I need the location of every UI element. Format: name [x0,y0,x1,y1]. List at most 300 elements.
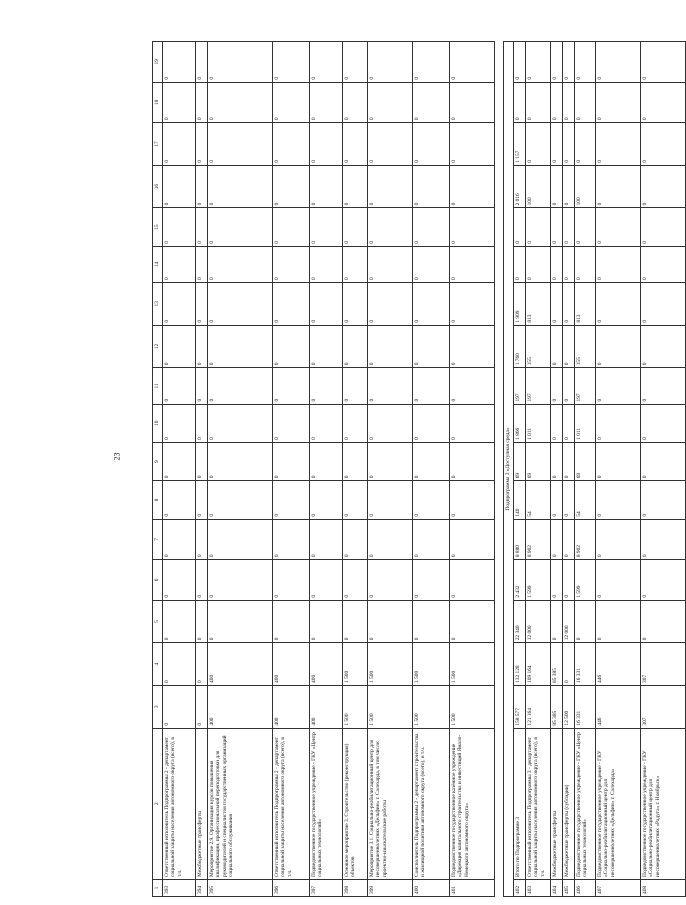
value-cell: 813 [575,283,596,326]
value-cell: 0 [310,82,343,123]
value-cell: 0 [450,519,495,560]
value-cell: 0 [641,208,686,246]
value-cell: 0 [596,481,641,519]
value-cell: 0 [551,246,563,282]
value-cell: 0 [641,404,686,442]
value-cell: 0 [596,82,641,123]
value-cell: 0 [273,519,310,560]
column-header: 6 [153,560,163,601]
value-cell: 0 [526,42,551,83]
value-cell: 85 385 [551,685,563,728]
value-cell: 0 [310,246,343,282]
row-number: 404 [551,879,563,896]
value-cell: 0 [596,208,641,246]
table-body-bottom [495,42,686,897]
value-cell: 0 [310,481,343,519]
column-header: 14 [153,246,163,282]
value-cell: 0 [641,368,686,404]
value-cell: 0 [563,368,575,404]
value-cell: 0 [273,42,310,83]
value-cell: 0 [563,208,575,246]
value-cell: 307 [641,685,686,728]
value-cell: 0 [368,442,413,480]
value-cell: 0 [596,442,641,480]
value-cell: 0 [343,208,368,246]
value-cell: 0 [163,685,196,728]
row-label: Подведомственное государственное учреждение - ГКУ «Социально-реабилитационный центр для несовершеннолетних «Радуга» г. Ноябрьск» [641,728,686,879]
value-cell: 0 [413,123,450,166]
value-cell: 0 [163,123,196,166]
value-cell: 155 [526,325,551,368]
value-cell: 0 [273,404,310,442]
value-cell: 0 [575,123,596,166]
row-number: 394 [196,879,208,896]
value-cell: 0 [208,560,273,601]
row-label: Подведомственное государственное казённое учреждение «Дирекция капитального строительства и инвестиций Ямало-Ненецкого автономного округа» [450,728,495,879]
value-cell: 0 [413,208,450,246]
value-cell: 1 500 [413,685,450,728]
value-cell: 0 [343,246,368,282]
value-cell: 140 [514,481,526,519]
value-cell: 1 500 [368,685,413,728]
value-cell: 0 [413,442,450,480]
column-header: 18 [153,82,163,123]
row-label: Соисполнитель Подпрограммы 2 - департамент строительства и жилищной политики автономного округа (всего), в т.ч. [413,728,450,879]
value-cell: 1 500 [368,643,413,686]
value-cell: 1 157 [514,123,526,166]
value-cell: 0 [310,42,343,83]
value-cell: 400 [208,685,273,728]
value-cell: 0 [551,442,563,480]
value-cell: 0 [596,283,641,326]
value-cell: 0 [163,368,196,404]
value-cell: 0 [563,560,575,601]
value-cell: 0 [551,600,563,643]
value-cell: 0 [310,519,343,560]
value-cell: 0 [208,208,273,246]
value-cell: 0 [596,519,641,560]
value-cell: 0 [526,82,551,123]
value-cell: 85 385 [551,643,563,686]
value-cell: 0 [196,208,208,246]
value-cell: 0 [596,325,641,368]
value-cell: 0 [526,123,551,166]
value-cell: 0 [641,283,686,326]
value-cell: 0 [196,368,208,404]
table-row [551,42,563,897]
value-cell: 400 [310,685,343,728]
value-cell: 0 [368,325,413,368]
row-label: Ответственный исполнитель Подпрограммы 2 - департамент социальной защиты населения автономного округа (всего), в т.ч. [273,728,310,879]
value-cell: 0 [641,519,686,560]
value-cell: 0 [514,246,526,282]
value-cell: 8 902 [526,519,551,560]
value-cell: 0 [208,481,273,519]
value-cell: 2 432 [514,560,526,601]
value-cell: 0 [208,246,273,282]
row-label: Мероприятие 2.9. Организация курсов повышения квалификации, профессиональной переподготовки для руководителей и специалистов государственных организаций социального обслуживания [208,728,273,879]
value-cell: 16 331 [575,685,596,728]
value-cell: 0 [368,600,413,643]
column-header: 3 [153,685,163,728]
value-cell: 1 599 [575,560,596,601]
value-cell: 1 500 [450,643,495,686]
value-cell: 0 [563,82,575,123]
value-cell: 0 [163,481,196,519]
column-header: 5 [153,600,163,643]
value-cell: 0 [343,404,368,442]
value-cell: 0 [596,560,641,601]
value-cell: 0 [196,82,208,123]
value-cell: 0 [551,82,563,123]
value-cell: 813 [526,283,551,326]
value-cell: 0 [343,42,368,83]
value-cell: 0 [551,325,563,368]
spacer-row [495,42,504,897]
table-row [596,42,641,897]
value-cell: 0 [450,82,495,123]
value-cell: 0 [450,368,495,404]
value-cell: 0 [551,208,563,246]
value-cell: 54 [575,481,596,519]
value-cell: 0 [551,42,563,83]
row-label: Итого по Подпрограмме 3 [514,728,526,879]
value-cell: 0 [196,165,208,208]
row-number: 400 [413,879,450,896]
table-row [273,42,310,897]
value-cell: 0 [196,600,208,643]
value-cell: 0 [596,246,641,282]
value-cell: 0 [163,643,196,686]
value-cell: 16 331 [575,643,596,686]
value-cell: 100 [575,165,596,208]
value-cell: 0 [413,165,450,208]
value-cell: 0 [343,519,368,560]
value-cell: 0 [343,560,368,601]
value-cell: 0 [196,442,208,480]
value-cell: 0 [368,82,413,123]
value-cell: 0 [563,123,575,166]
table-row [208,42,273,897]
value-cell: 0 [196,643,208,686]
value-cell: 0 [368,481,413,519]
value-cell: 0 [208,82,273,123]
value-cell: 0 [310,123,343,166]
value-cell: 0 [196,42,208,83]
value-cell: 158 577 [514,685,526,728]
table-row [163,42,196,897]
value-cell: 1 500 [413,643,450,686]
row-number: 396 [273,879,310,896]
value-cell: 0 [641,325,686,368]
value-cell: 0 [163,404,196,442]
row-label: Мероприятие 3.1. Социально-реабилитационный центр для несовершеннолетних «Дельфин» г. Салехарда, в том числе: проектно-изыскательские работы [368,728,413,879]
row-label: Основное мероприятие 3. Строительство (реконструкция) объектов [343,728,368,879]
value-cell: 0 [163,442,196,480]
value-cell: 0 [196,481,208,519]
row-label: Ответственный исполнитель Подпрограммы 2 - департамент социальной защиты населения автономного округа (всего), в т.ч. [163,728,196,879]
value-cell: 0 [273,165,310,208]
value-cell: 0 [310,560,343,601]
table-row [310,42,343,897]
value-cell: 0 [196,283,208,326]
value-cell: 0 [450,165,495,208]
table-row [368,42,413,897]
value-cell: 0 [368,42,413,83]
value-cell: 0 [413,325,450,368]
value-cell: 109 164 [526,643,551,686]
value-cell: 0 [551,560,563,601]
value-cell: 0 [450,283,495,326]
value-cell: 0 [368,208,413,246]
value-cell: 0 [641,442,686,480]
value-cell: 69 [514,442,526,480]
value-cell: 0 [575,246,596,282]
value-cell: 0 [273,123,310,166]
value-cell: 0 [208,404,273,442]
table-row [450,42,495,897]
row-number: 399 [368,879,413,896]
value-cell: 0 [343,123,368,166]
row-label: Подведомственное государственное учреждение - ГКУ «Центр социальных технологий» [575,728,596,879]
value-cell: 132 128 [514,643,526,686]
value-cell: 0 [208,165,273,208]
value-cell: 0 [641,481,686,519]
value-cell: 12 000 [563,600,575,643]
table-row [575,42,596,897]
value-cell: 0 [450,42,495,83]
value-cell: 0 [310,283,343,326]
value-cell: 0 [450,600,495,643]
value-cell: 0 [450,481,495,519]
table-row [563,42,575,897]
value-cell: 0 [413,82,450,123]
value-cell: 0 [368,404,413,442]
section-title: Подпрограмма 3 «Доступная среда» [504,42,514,897]
value-cell: 0 [273,481,310,519]
value-cell: 0 [196,519,208,560]
value-cell: 0 [310,368,343,404]
value-cell: 1 500 [343,643,368,686]
value-cell: 0 [273,442,310,480]
value-cell: 54 [526,481,551,519]
column-header: 15 [153,208,163,246]
value-cell: 0 [163,283,196,326]
row-number: 402 [514,879,526,896]
value-cell: 0 [641,165,686,208]
row-number: 406 [575,879,596,896]
value-cell: 0 [196,560,208,601]
value-cell: 1 909 [514,283,526,326]
value-cell: 1 760 [514,325,526,368]
value-cell: 0 [563,246,575,282]
value-cell: 400 [273,643,310,686]
value-cell: 446 [596,643,641,686]
page-number: 23 [112,452,122,461]
value-cell: 69 [575,442,596,480]
value-cell: 0 [368,246,413,282]
column-header: 13 [153,283,163,326]
value-cell: 0 [450,560,495,601]
value-cell: 0 [551,519,563,560]
value-cell: 12 000 [526,600,551,643]
row-label: Подведомственное государственное учреждение - ГКУ «Центр социальных технологий» [310,728,343,879]
value-cell: 0 [551,368,563,404]
value-cell: 0 [208,283,273,326]
value-cell: 0 [563,643,575,686]
value-cell: 0 [514,208,526,246]
row-number: 408 [641,879,686,896]
value-cell: 0 [208,42,273,83]
column-header: 8 [153,481,163,519]
value-cell: 0 [273,368,310,404]
value-cell: 0 [641,560,686,601]
value-cell: 12 500 [563,685,575,728]
value-cell: 0 [514,42,526,83]
row-number: 407 [596,879,641,896]
value-cell: 1 500 [450,685,495,728]
value-cell: 155 [575,325,596,368]
value-cell: 1 500 [343,685,368,728]
row-number: 403 [526,879,551,896]
value-cell: 1 011 [526,404,551,442]
value-cell: 0 [273,208,310,246]
value-cell: 0 [551,123,563,166]
value-cell: 0 [163,82,196,123]
value-cell: 0 [343,368,368,404]
value-cell: 0 [273,82,310,123]
header-row [153,42,163,897]
value-cell: 0 [273,600,310,643]
value-cell: 0 [273,325,310,368]
value-cell: 0 [310,442,343,480]
value-cell: 0 [343,481,368,519]
value-cell: 400 [310,643,343,686]
row-label: Межбюджетные трансферты (субсидии) [563,728,575,879]
value-cell: 0 [563,325,575,368]
value-cell: 197 [526,368,551,404]
value-cell: 8 880 [514,519,526,560]
column-header: 12 [153,325,163,368]
table-row [514,42,526,897]
table-row [196,42,208,897]
value-cell: 0 [368,560,413,601]
value-cell: 100 [526,165,551,208]
table-body-top [163,42,495,897]
value-cell: 0 [368,519,413,560]
value-cell: 0 [208,442,273,480]
value-cell: 0 [413,283,450,326]
value-cell: 0 [450,123,495,166]
row-label: Межбюджетные трансферты [196,728,208,879]
value-cell: 0 [596,42,641,83]
value-cell: 69 [526,442,551,480]
table-row [413,42,450,897]
value-cell: 0 [641,600,686,643]
value-cell: 0 [413,481,450,519]
value-cell: 0 [310,600,343,643]
value-cell: 0 [208,123,273,166]
spacer [495,42,504,897]
value-cell: 0 [450,325,495,368]
value-cell: 197 [514,368,526,404]
table-row [641,42,686,897]
value-cell: 0 [575,42,596,83]
column-header: 4 [153,643,163,686]
value-cell: 1 599 [526,560,551,601]
row-label: Межбюджетные трансферты [551,728,563,879]
value-cell: 400 [273,685,310,728]
value-cell: 0 [368,165,413,208]
value-cell: 0 [641,246,686,282]
value-cell: 0 [641,82,686,123]
value-cell: 0 [368,368,413,404]
value-cell: 0 [450,208,495,246]
row-number: 401 [450,879,495,896]
value-cell: 0 [563,404,575,442]
column-header: 1 [153,879,163,896]
value-cell: 307 [641,643,686,686]
value-cell: 0 [514,82,526,123]
value-cell: 0 [596,600,641,643]
value-cell: 0 [163,560,196,601]
value-cell: 0 [641,123,686,166]
value-cell: 0 [563,481,575,519]
value-cell: 0 [450,246,495,282]
value-cell: 1 011 [575,404,596,442]
value-cell: 2 016 [514,165,526,208]
value-cell: 0 [596,165,641,208]
row-label: Подведомственное государственное учреждение - ГКУ «Социально-реабилитационный центр для несовершеннолетних «Дельфин» г. Салехарда» [596,728,641,879]
value-cell: 22 340 [514,600,526,643]
value-cell: 0 [208,519,273,560]
value-cell: 0 [551,165,563,208]
value-cell: 0 [310,404,343,442]
value-cell: 0 [641,42,686,83]
value-cell: 0 [163,519,196,560]
column-header: 7 [153,519,163,560]
value-cell: 0 [413,42,450,83]
value-cell: 0 [413,600,450,643]
value-cell: 0 [575,600,596,643]
value-cell: 0 [310,165,343,208]
value-cell: 0 [413,246,450,282]
column-header: 17 [153,123,163,166]
row-number: 397 [310,879,343,896]
value-cell: 0 [575,82,596,123]
table-row [343,42,368,897]
value-cell: 0 [196,404,208,442]
value-cell: 0 [526,208,551,246]
value-cell: 0 [343,600,368,643]
value-cell: 0 [563,42,575,83]
row-number: 405 [563,879,575,896]
value-cell: 0 [551,283,563,326]
row-number: 398 [343,879,368,896]
value-cell: 0 [273,283,310,326]
value-cell: 0 [163,600,196,643]
value-cell: 0 [343,283,368,326]
row-number: 393 [163,879,196,896]
column-header: 16 [153,165,163,208]
value-cell: 0 [596,123,641,166]
value-cell: 0 [343,165,368,208]
value-cell: 0 [563,165,575,208]
value-cell: 0 [163,325,196,368]
column-header: 2 [153,728,163,879]
value-cell: 0 [413,560,450,601]
row-number: 395 [208,879,273,896]
